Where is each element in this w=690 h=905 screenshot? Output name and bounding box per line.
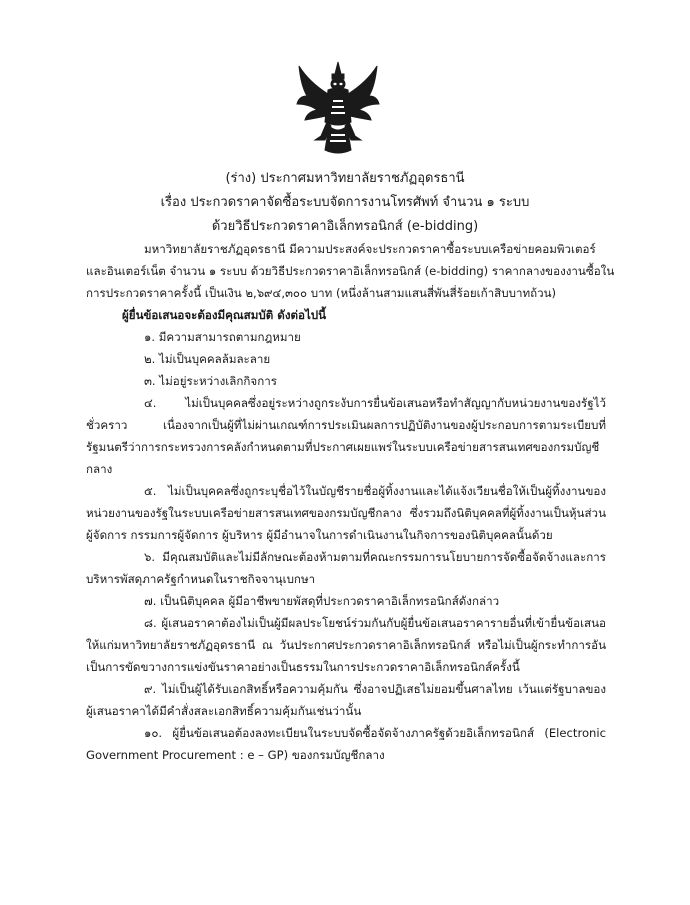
announcement-subject: เรื่อง ประกวดราคาจัดซื้อระบบจัดการงานโทรศัพท์ จำนวน ๑ ระบบ (160, 195, 530, 210)
announcement-title: (ร่าง) ประกาศมหาวิทยาลัยราชภัฏอุดรธานี (225, 171, 465, 186)
qualification-item: ๗. เป็นนิติบุคคล ผู้มีอาชีพขายพัสดุที่ประกวดราคาอิเล็กทรอนิกส์ดังกล่าว (144, 594, 500, 608)
announcement-body (86, 238, 615, 766)
qualification-item: ๒. ไม่เป็นบุคคลล้มละลาย (144, 352, 271, 366)
qualification-item: ๑๐. ผู้ยื่นข้อเสนอต้องลงทะเบียนในระบบจัดซื้อจัดจ้างภาครัฐด้วยอิเล็กทรอนิกส์ (Electronic Government Procurement : e – GP) ของกรมบัญชีกลาง (86, 726, 606, 762)
qualifications-heading: ผู้ยื่นข้อเสนอจะต้องมีคุณสมบัติ ดังต่อไปนี้ (122, 308, 327, 322)
qualification-item: ๑. มีความสามารถตามกฎหมาย (144, 330, 301, 344)
announcement-method: ด้วยวิธีประกวดราคาอิเล็กทรอนิกส์ (e-bidding) (211, 219, 479, 234)
qualification-item: ๓. ไม่อยู่ระหว่างเลิกกิจการ (144, 374, 277, 388)
qualification-item: ๔. ไม่เป็นบุคคลซึ่งอยู่ระหว่างถูกระงับการยื่นข้อเสนอหรือทำสัญญากับหน่วยงานของรัฐไว้ชั่วคราว เนื่องจากเป็นผู้ที่ไม่ผ่านเกณฑ์การประเมินผลการปฏิบัติงานของผู้ประกอบการตามระเบียบที่รัฐมนตรีว่าการกระทรวงการคลังกำหนดตามที่ประกาศเผยแพร่ในระบบเครือข่ายสารสนเทศของกรมบัญชีกลาง (86, 396, 606, 476)
qualification-item: ๙. ไม่เป็นผู้ได้รับเอกสิทธิ์หรือความคุ้มกัน ซึ่งอาจปฏิเสธไม่ยอมขึ้นศาลไทย เว้นแต่รัฐบาลของผู้เสนอราคาได้มีคำสั่งสละเอกสิทธิ์ความคุ้มกันเช่นว่านั้น (86, 682, 606, 718)
intro-line-2: และอินเตอร์เน็ต จำนวน ๑ ระบบ ด้วยวิธีประกวดราคาอิเล็กทรอนิกส์ (e-bidding) ราคากลางของงานซื้อใน (86, 264, 615, 278)
qualification-item: ๖. มีคุณสมบัติและไม่มีลักษณะต้องห้ามตามที่คณะกรรมการนโยบายการจัดซื้อจัดจ้างและการบริหารพัสดุภาครัฐกำหนดในราชกิจจานุเบกษา (86, 550, 606, 586)
garuda-emblem-icon (295, 60, 381, 156)
qualification-item: ๘. ผู้เสนอราคาต้องไม่เป็นผู้มีผลประโยชน์ร่วมกันกับผู้ยื่นข้อเสนอราคารายอื่นที่เข้ายื่นข้อเสนอให้แก่มหาวิทยาลัยราชภัฏอุดรธานี ณ วันประกาศประกวดราคาอิเล็กทรอนิกส์ หรือไม่เป็นผู้กระทำการอันเป็นการขัดขวางการแข่งขันราคาอย่างเป็นธรรมในการประกวดราคาอิเล็กทรอนิกส์ครั้งนี้ (86, 616, 606, 674)
intro-line-3: การประกวดราคาครั้งนี้ เป็นเงิน ๒,๖๙๔,๓๐๐ บาท (หนึ่งล้านสามแสนสี่พันสี่ร้อยเก้าสิบบาทถ้วน) (86, 286, 557, 300)
qualification-item: ๕. ไม่เป็นบุคคลซึ่งถูกระบุชื่อไว้ในบัญชีรายชื่อผู้ทิ้งงานและได้แจ้งเวียนชื่อให้เป็นผู้ทิ้งงานของหน่วยงานของรัฐในระบบเครือข่ายสารสนเทศของกรมบัญชีกลาง ซึ่งรวมถึงนิติบุคคลที่ผู้ทิ้งงานเป็นหุ้นส่วนผู้จัดการ กรรมการผู้จัดการ ผู้บริหาร ผู้มีอำนาจในการดำเนินงานในกิจการของนิติบุคคลนั้นด้วย (86, 484, 606, 542)
intro-line-1: มหาวิทยาลัยราชภัฏอุดรธานี มีความประสงค์จะประกวดราคาซื้อระบบเครือข่ายคอมพิวเตอร์ (144, 242, 596, 256)
